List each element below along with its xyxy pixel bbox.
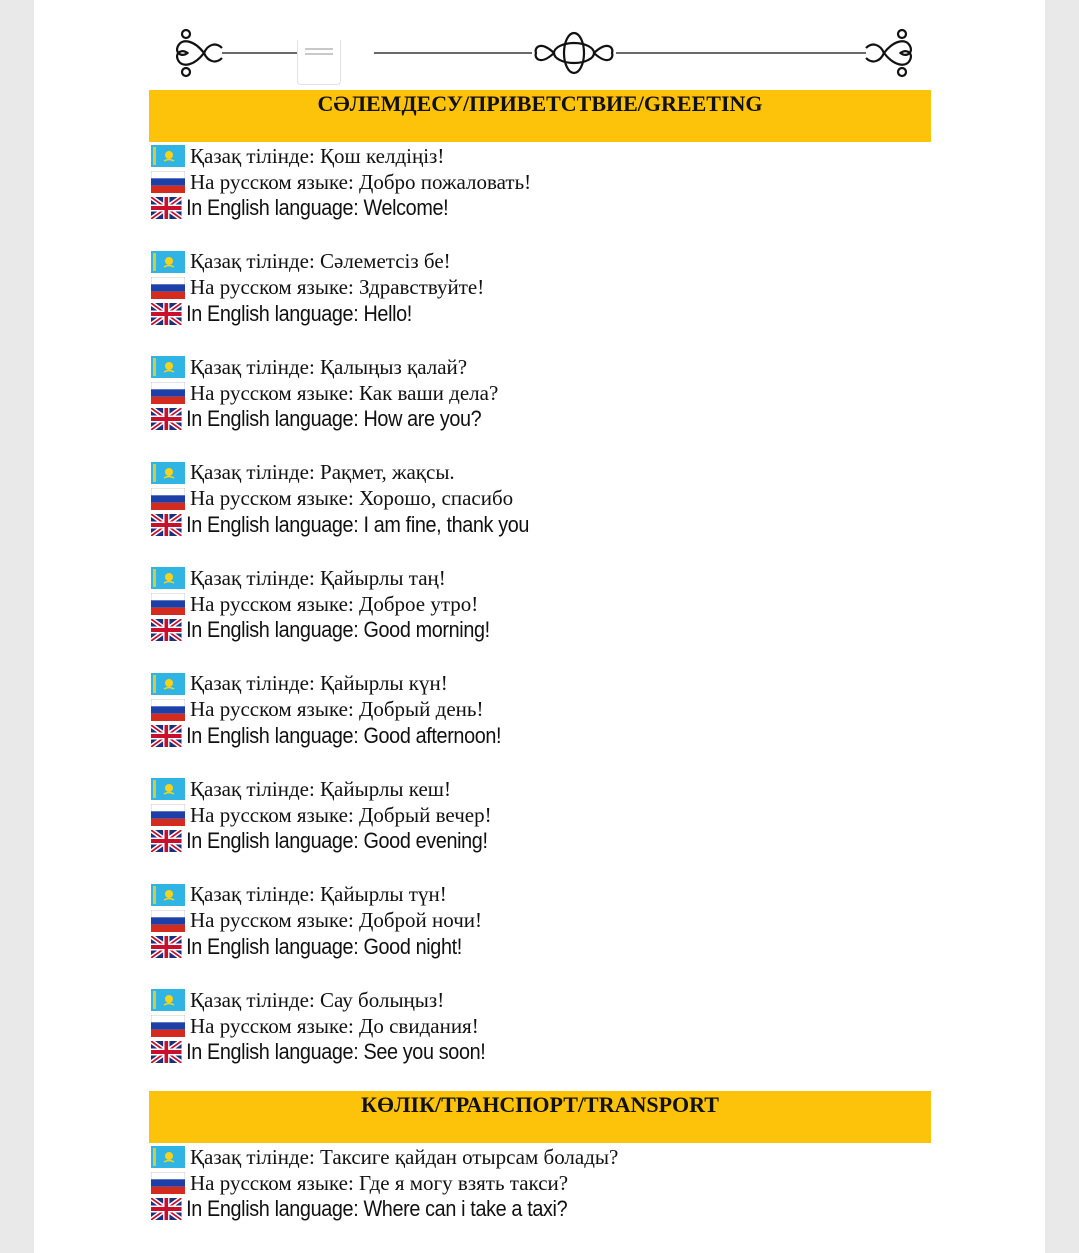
russia-flag-icon <box>151 699 185 721</box>
english-phrase: In English language: I am fine, thank you <box>186 511 530 537</box>
russian-phrase: На русском языке: До свидания! <box>190 1013 479 1038</box>
uk-flag-icon <box>151 830 182 852</box>
russian-phrase: На русском языке: Здравствуйте! <box>190 275 485 299</box>
phrase-line <box>151 565 446 591</box>
russian-phrase: На русском языке: Доброе утро! <box>190 591 479 616</box>
kazakh-phrase: Қазақ тілінде: Қайырлы түн! <box>190 882 447 906</box>
kazakh-phrase: Қазақ тілінде: Рақмет, жақсы. <box>190 460 455 484</box>
russia-flag-icon <box>151 593 185 615</box>
kazakh-phrase: Қазақ тілінде: Таксиге қайдан отырсам болады? <box>190 1144 619 1169</box>
russia-flag-icon <box>151 804 185 826</box>
uk-flag-icon <box>151 408 182 430</box>
phrase-line <box>151 1170 568 1196</box>
russian-phrase: На русском языке: Где я могу взять такси? <box>190 1170 569 1195</box>
phrase-line <box>151 1039 485 1065</box>
english-phrase: In English language: See you soon! <box>186 1039 486 1064</box>
russian-phrase: На русском языке: Добрый день! <box>190 697 484 721</box>
phrase-line <box>151 1196 567 1222</box>
russia-flag-icon <box>151 1015 185 1037</box>
phrase-line <box>151 301 412 327</box>
kazakhstan-flag-icon <box>151 145 185 167</box>
phrase-line <box>151 934 462 960</box>
phrase-line <box>151 591 478 617</box>
english-phrase: In English language: Good night! <box>186 933 462 959</box>
phrase-line <box>151 169 531 195</box>
russian-phrase: На русском языке: Добро пожаловать! <box>190 169 532 194</box>
scroll-handle[interactable] <box>297 40 341 85</box>
phrase-line <box>151 1013 479 1039</box>
phrase-line <box>151 275 484 301</box>
phrase-line <box>151 195 448 221</box>
phrase-line <box>151 617 490 643</box>
phrase-line <box>151 697 483 723</box>
english-phrase: In English language: Good morning! <box>186 617 490 642</box>
phrase-line <box>151 512 529 538</box>
kazakhstan-flag-icon <box>151 251 185 273</box>
kazakh-phrase: Қазақ тілінде: Сау болыңыз! <box>190 987 445 1012</box>
phrase-line <box>151 354 467 380</box>
kazakh-phrase: Қазақ тілінде: Қайырлы таң! <box>190 565 446 590</box>
russian-phrase: На русском языке: Как ваши дела? <box>190 380 499 405</box>
uk-flag-icon <box>151 514 182 536</box>
kazakhstan-flag-icon <box>151 567 185 589</box>
russia-flag-icon <box>151 171 185 193</box>
russian-phrase: На русском языке: Доброй ночи! <box>190 908 483 932</box>
kazakhstan-flag-icon <box>151 673 185 695</box>
russian-phrase: На русском языке: Добрый вечер! <box>190 802 492 827</box>
kazakhstan-flag-icon <box>151 1146 185 1168</box>
section-header: КӨЛІК/ТРАНСПОРТ/TRANSPORT <box>149 1091 931 1143</box>
phrase-line <box>151 671 448 697</box>
russia-flag-icon <box>151 910 185 932</box>
phrase-line <box>151 908 482 934</box>
phrase-line <box>151 776 451 802</box>
kazakhstan-flag-icon <box>151 778 185 800</box>
english-phrase: In English language: Good evening! <box>186 828 488 853</box>
decorative-divider-ornament <box>164 20 924 86</box>
phrase-line <box>151 460 455 486</box>
uk-flag-icon <box>151 197 182 219</box>
phrase-line <box>151 828 488 854</box>
uk-flag-icon <box>151 1198 182 1220</box>
phrase-line <box>151 802 492 828</box>
phrase-line <box>151 143 444 169</box>
kazakhstan-flag-icon <box>151 989 185 1011</box>
uk-flag-icon <box>151 303 182 325</box>
phrase-line <box>151 406 481 432</box>
russia-flag-icon <box>151 382 185 404</box>
russia-flag-icon <box>151 488 185 510</box>
kazakhstan-flag-icon <box>151 356 185 378</box>
kazakhstan-flag-icon <box>151 884 185 906</box>
kazakh-phrase: Қазақ тілінде: Қош келдіңіз! <box>190 143 445 168</box>
english-phrase: In English language: Where can i take a taxi? <box>186 1196 568 1221</box>
uk-flag-icon <box>151 725 182 747</box>
uk-flag-icon <box>151 936 182 958</box>
phrase-line <box>151 249 451 275</box>
phrase-line <box>151 987 444 1013</box>
english-phrase: In English language: Welcome! <box>186 195 449 220</box>
phrase-line <box>151 723 501 749</box>
kazakh-phrase: Қазақ тілінде: Қайырлы кеш! <box>190 776 451 801</box>
uk-flag-icon <box>151 619 182 641</box>
kazakh-phrase: Қазақ тілінде: Қайырлы күн! <box>190 671 448 695</box>
phrase-line <box>151 882 447 908</box>
english-phrase: In English language: Good afternoon! <box>186 722 502 748</box>
russian-phrase: На русском языке: Хорошо, спасибо <box>190 486 514 510</box>
uk-flag-icon <box>151 1041 182 1063</box>
kazakhstan-flag-icon <box>151 462 185 484</box>
document-page <box>34 0 1045 1253</box>
kazakh-phrase: Қазақ тілінде: Сәлеметсіз бе! <box>190 249 451 273</box>
english-phrase: In English language: Hello! <box>186 300 412 326</box>
kazakh-phrase: Қазақ тілінде: Қалыңыз қалай? <box>190 354 468 379</box>
russia-flag-icon <box>151 277 185 299</box>
section-header: СӘЛЕМДЕСУ/ПРИВЕТСТВИЕ/GREETING <box>149 90 931 142</box>
russia-flag-icon <box>151 1172 185 1194</box>
english-phrase: In English language: How are you? <box>186 406 482 431</box>
phrase-line <box>151 1144 618 1170</box>
phrase-line <box>151 380 498 406</box>
phrase-line <box>151 486 513 512</box>
